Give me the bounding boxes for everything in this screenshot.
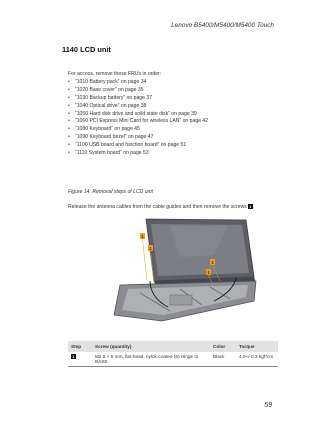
list-item — [68, 111, 208, 119]
svg-text:1: 1 — [141, 233, 144, 239]
column-header: Torque — [236, 341, 278, 352]
bullet-icon: • — [68, 126, 70, 133]
page-number: 59 — [264, 402, 272, 409]
bullet-icon: • — [68, 110, 70, 117]
fru-link[interactable]: “1010 Battery pack” on page 34 — [75, 79, 147, 85]
list-item — [68, 134, 208, 142]
list-item — [68, 95, 208, 103]
table-row — [68, 352, 278, 367]
fru-link[interactable]: “1050 Hard disk drive and solid state disk” on page 39 — [75, 110, 197, 117]
list-item — [68, 79, 208, 87]
svg-text:1: 1 — [149, 245, 152, 251]
svg-text:1: 1 — [211, 259, 214, 265]
fru-link[interactable]: “1080 Keyboard” on page 45 — [75, 126, 140, 133]
fru-link[interactable]: “1040 Optical drive” on page 38 — [75, 102, 147, 109]
figure-caption: Figure 14. Removal steps of LCD unit — [68, 189, 153, 195]
screw-cell: M2.5 × 5 mm, flat-head, nylok-coated (6) Hinge to BASE — [92, 352, 210, 367]
list-item — [68, 103, 208, 111]
step-badge: 1 — [249, 204, 252, 209]
bullet-icon: • — [68, 79, 70, 85]
lcd-unit-illustration — [110, 215, 260, 328]
list-item — [68, 118, 208, 126]
list-item — [68, 126, 208, 134]
intro-text: For access, remove these FRUs in order: — [68, 71, 162, 77]
callout-marker — [140, 233, 147, 281]
section-title: 1140 LCD unit — [62, 45, 111, 54]
fru-link[interactable]: “1020 Base cover” on page 35 — [75, 86, 144, 93]
fru-list — [68, 79, 208, 158]
list-item — [68, 150, 208, 158]
fru-link[interactable]: “1060 PCI Express Mini Card for wireless LAN” on page 42 — [75, 118, 209, 125]
fru-link[interactable]: “1110 System board” on page 53 — [75, 150, 149, 157]
fru-link[interactable]: “1090 Keyboard bezel” on page 47 — [75, 134, 154, 141]
bullet-icon: • — [68, 150, 70, 157]
column-header: Step — [68, 341, 92, 352]
bullet-icon: • — [68, 86, 70, 93]
instruction-label: Release the antenna cables from the cable guides and then remove the screws — [68, 204, 247, 211]
bullet-icon: • — [68, 102, 70, 109]
table-header-row — [68, 341, 278, 352]
screw-table — [68, 341, 278, 367]
bullet-icon: • — [68, 134, 70, 141]
column-header: Color — [210, 341, 236, 352]
color-cell: Black — [210, 352, 236, 367]
bullet-icon: • — [68, 94, 70, 101]
list-item — [68, 87, 208, 95]
svg-text:1: 1 — [207, 269, 210, 275]
fru-link[interactable]: “1100 USB board and function board” on page 51 — [75, 142, 187, 149]
instruction-text: Release the antenna cables from the cable guides and then remove the screws 1. — [68, 204, 255, 211]
torque-cell: 4.0+/-0.3 kgf*cm — [236, 352, 278, 367]
bullet-icon: • — [68, 142, 70, 149]
step-badge: 1 — [72, 354, 75, 359]
fru-link[interactable]: “1030 Backup battery” on page 37 — [75, 94, 153, 101]
bullet-icon: • — [68, 118, 70, 125]
running-header: Lenovo B5400/M5400/M5400 Touch — [171, 22, 274, 29]
column-header: Screw (quantity) — [92, 341, 210, 352]
step-cell — [68, 352, 92, 367]
list-item — [68, 142, 208, 150]
